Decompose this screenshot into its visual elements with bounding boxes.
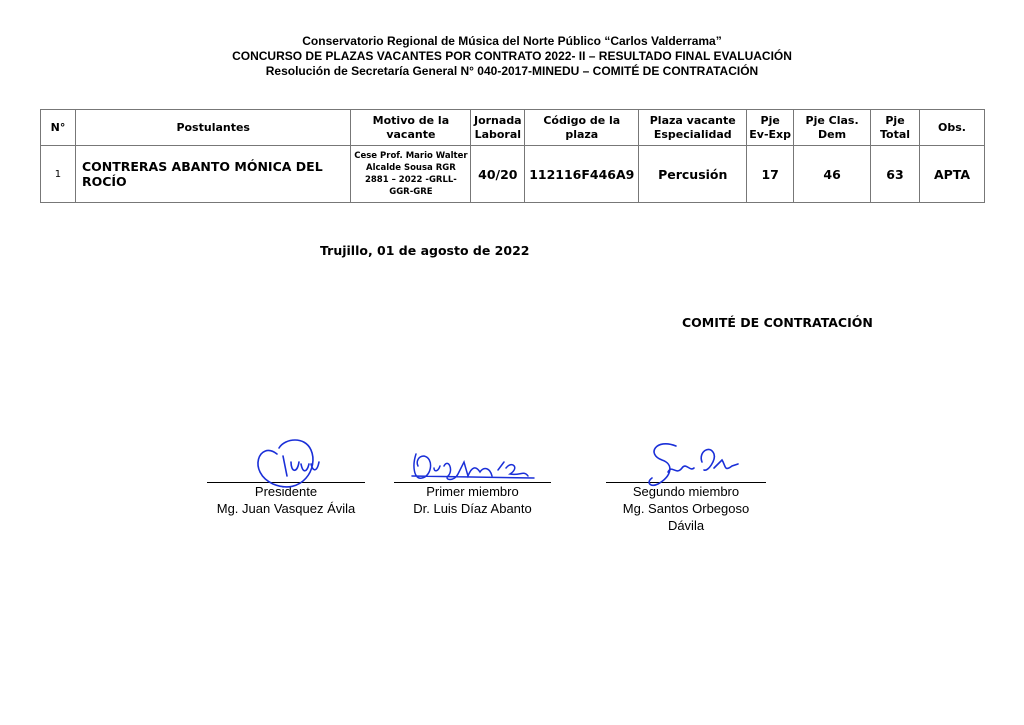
cell-score-class: 46 xyxy=(794,146,871,203)
col-header-score-total: Pje Total xyxy=(871,110,920,146)
signer-name: Mg. Juan Vasquez Ávila xyxy=(216,501,356,516)
col-header-position-code: Código de la plaza xyxy=(525,110,639,146)
signer-name: Mg. Santos Orbegoso Dávila xyxy=(622,501,750,533)
table-header-row xyxy=(41,110,985,146)
col-header-workday: Jornada Laboral xyxy=(471,110,525,146)
handwritten-signature-president xyxy=(207,432,365,492)
signer-role: Primer miembro xyxy=(426,484,519,499)
handwritten-signature-second-member xyxy=(606,432,766,492)
cell-observation: APTA xyxy=(919,146,984,203)
col-header-specialty: Plaza vacante Especialidad xyxy=(639,110,747,146)
col-header-vacancy-reason: Motivo de la vacante xyxy=(351,110,471,146)
signer-role: Presidente xyxy=(254,484,318,499)
cell-position-code: 112116F446A9 xyxy=(525,146,639,203)
col-header-applicants: Postulantes xyxy=(75,110,351,146)
cell-applicant: CONTRERAS ABANTO MÓNICA DEL ROCÍO xyxy=(75,146,351,203)
resolution-line: Resolución de Secretaría General N° 040-2017-MINEDU – COMITÉ DE CONTRATACIÓN xyxy=(265,64,759,78)
col-header-observations: Obs. xyxy=(919,110,984,146)
handwritten-signature-first-member xyxy=(394,432,551,492)
signer-role: Segundo miembro xyxy=(632,484,740,499)
signature-block-president xyxy=(207,432,365,517)
cell-specialty: Percusión xyxy=(639,146,747,203)
document-header xyxy=(0,34,1024,79)
signature-line xyxy=(394,432,551,483)
signature-block-second-member xyxy=(606,432,766,534)
col-header-score-exp: Pje Ev-Exp xyxy=(747,110,794,146)
cell-number: 1 xyxy=(41,146,76,203)
col-header-score-class: Pje Clas. Dem xyxy=(794,110,871,146)
results-table xyxy=(40,109,985,203)
col-header-number: N° xyxy=(41,110,76,146)
cell-score-total: 63 xyxy=(871,146,920,203)
cell-workday: 40/20 xyxy=(471,146,525,203)
table-row xyxy=(41,146,985,203)
institution-name: Conservatorio Regional de Música del Norte Público “Carlos Valderrama” xyxy=(302,34,722,48)
signature-line xyxy=(207,432,365,483)
place-date: Trujillo, 01 de agosto de 2022 xyxy=(320,243,530,258)
contest-title: CONCURSO DE PLAZAS VACANTES POR CONTRATO 2022- II – RESULTADO FINAL EVALUACIÓN xyxy=(232,49,792,63)
cell-score-exp: 17 xyxy=(747,146,794,203)
cell-vacancy-reason: Cese Prof. Mario Walter Alcalde Sousa RGR 2881 – 2022 -GRLL-GGR-GRE xyxy=(351,146,471,203)
signature-block-first-member xyxy=(394,432,551,517)
signature-line xyxy=(606,432,766,483)
signer-name: Dr. Luis Díaz Abanto xyxy=(413,501,532,516)
committee-title: COMITÉ DE CONTRATACIÓN xyxy=(682,315,873,330)
